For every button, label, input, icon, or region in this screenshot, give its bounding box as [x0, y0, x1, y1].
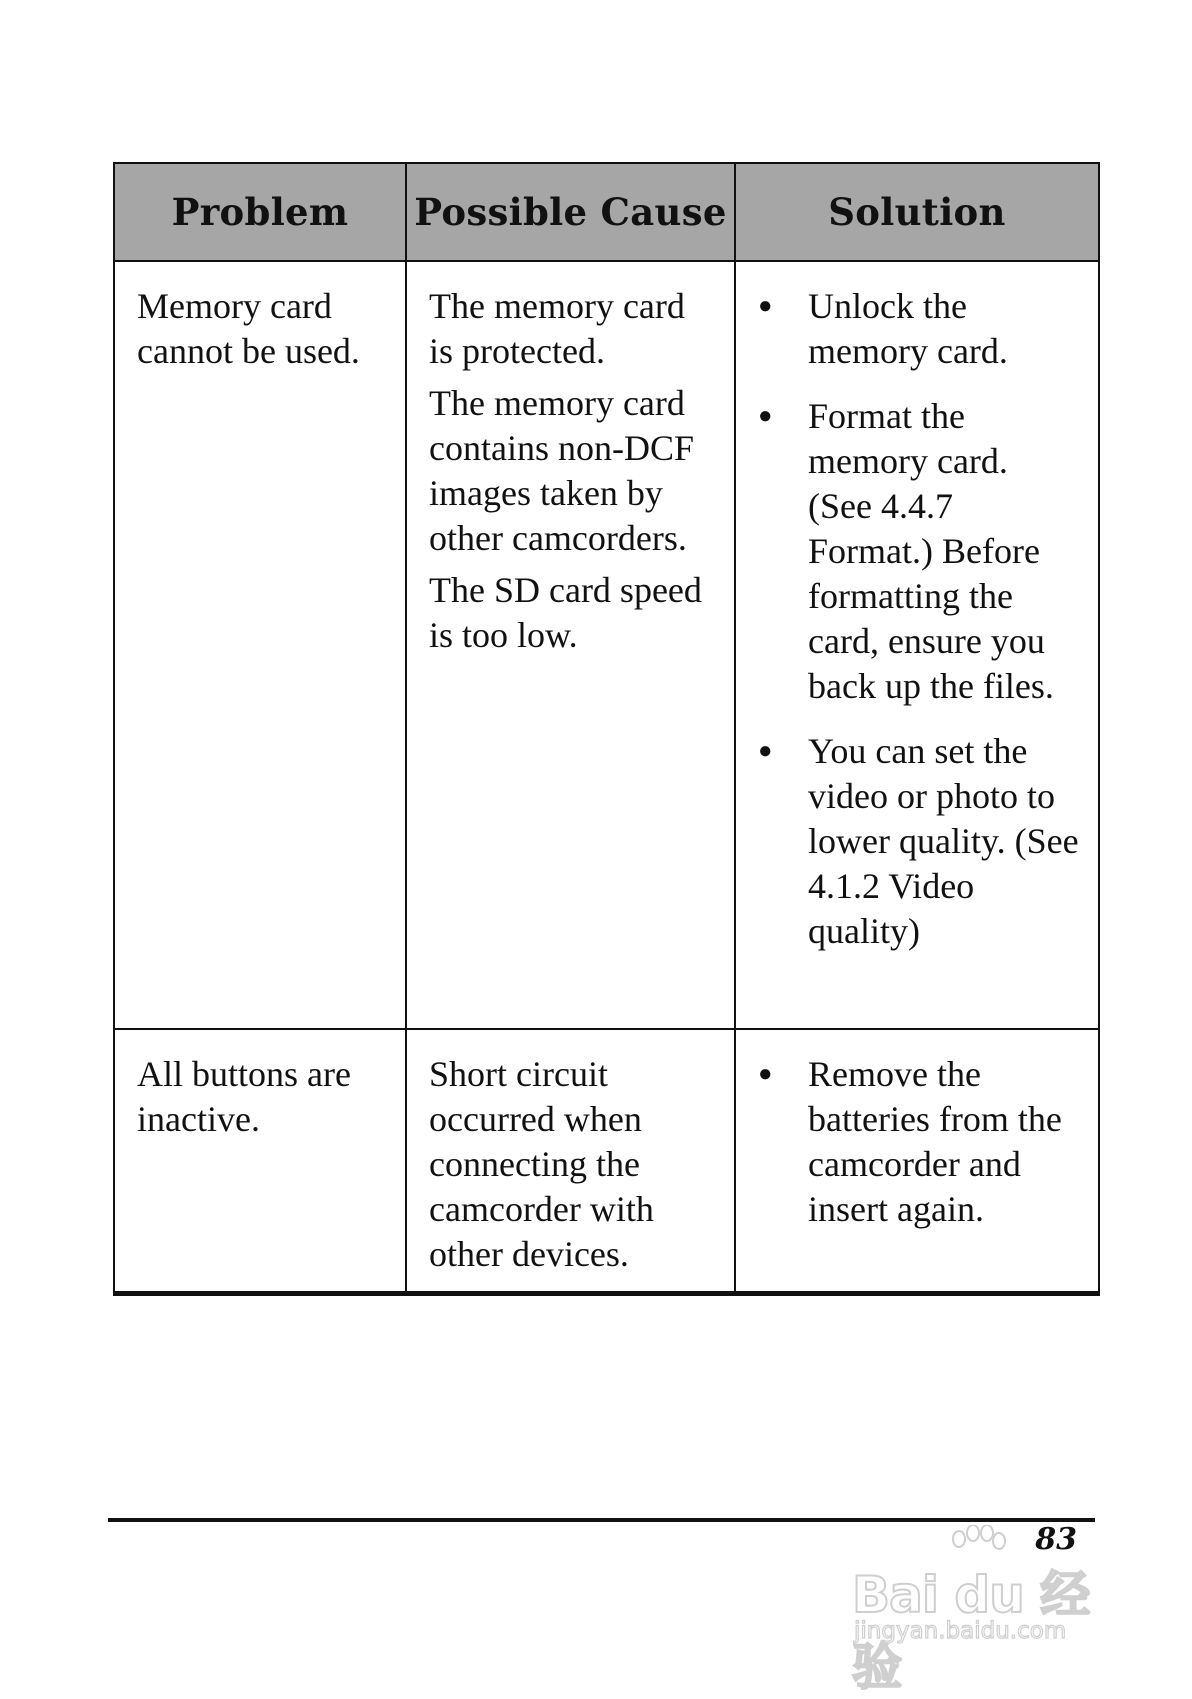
bullet-dot-icon: ●: [758, 403, 773, 429]
problem-cell: [114, 1029, 406, 1294]
header-solution: Solution: [735, 163, 1099, 261]
table-row: [114, 261, 1099, 1029]
bullet-dot-icon: ●: [758, 293, 773, 319]
cause-cell: [406, 261, 735, 1029]
page-number: 83: [1035, 1522, 1077, 1557]
problem-text: All buttons are inactive.: [137, 1054, 351, 1139]
problem-cell: [114, 261, 406, 1029]
table-row: [114, 1029, 1099, 1294]
header-possible-cause: Possible Cause: [406, 163, 735, 261]
solution-text: Format the memory card. (See 4.4.7 Format.) Before formatting the card, ensure you back up the files.: [808, 396, 1054, 706]
cause-cell: [406, 1029, 735, 1294]
problem-text: Memory card cannot be used.: [137, 286, 360, 371]
cause-text: The memory card contains non-DCF images taken by other camcorders.: [429, 383, 694, 558]
baidu-watermark: [852, 1525, 1132, 1696]
bullet-dot-icon: ●: [758, 1061, 773, 1087]
table-header-row: [114, 163, 1099, 261]
header-problem: Problem: [114, 163, 406, 261]
footer-divider: [108, 1518, 1095, 1522]
list-item: [758, 1052, 1080, 1232]
solution-text: Unlock the memory card.: [808, 286, 1008, 371]
troubleshooting-table: [113, 162, 1100, 1296]
list-item: [758, 284, 1080, 374]
solution-list: [758, 1052, 1080, 1232]
solution-cell: [735, 1029, 1099, 1294]
solution-cell: [735, 261, 1099, 1029]
bullet-dot-icon: ●: [758, 738, 773, 764]
list-item: [758, 729, 1080, 954]
solution-text: Remove the batteries from the camcorder and insert again.: [808, 1054, 1062, 1229]
cause-text: The memory card is protected.: [429, 286, 685, 371]
watermark-url: jingyan.baidu.com: [854, 1618, 1067, 1644]
cause-text: Short circuit occurred when connecting the camcorder with other devices.: [429, 1054, 654, 1274]
list-item: [758, 394, 1080, 709]
cause-text: The SD card speed is too low.: [429, 570, 702, 655]
solution-text: You can set the video or photo to lower quality. (See 4.1.2 Video quality): [808, 731, 1079, 951]
watermark-logo: Bai du 经验: [852, 1566, 1090, 1696]
solution-list: [758, 284, 1080, 954]
